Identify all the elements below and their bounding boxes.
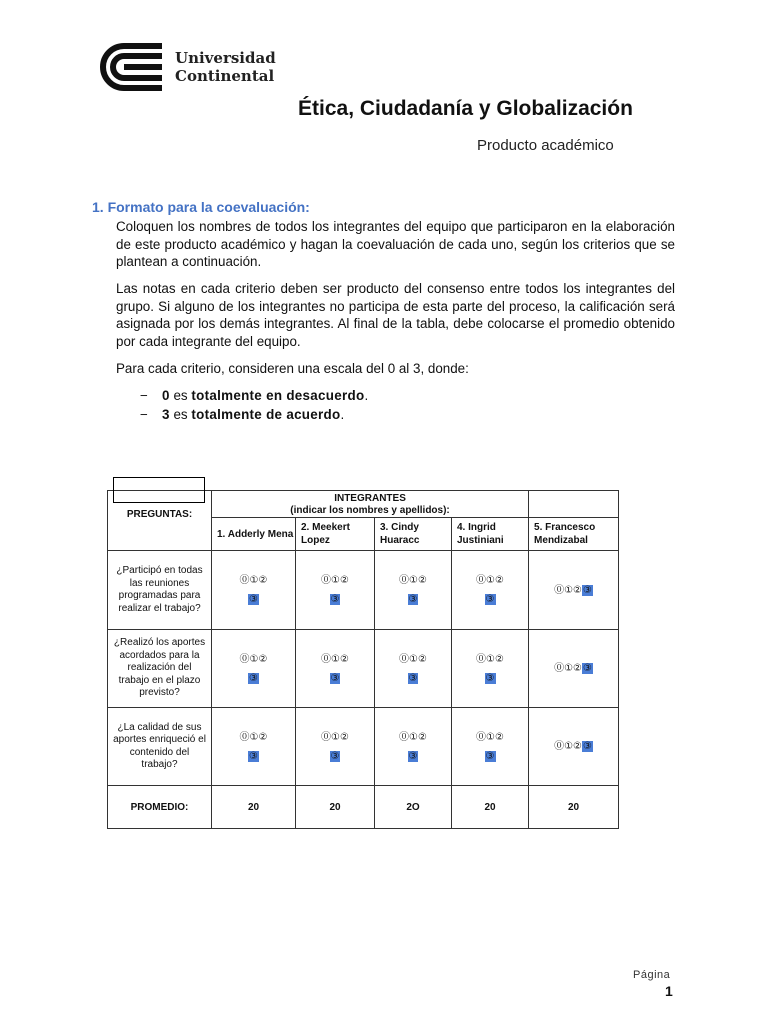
question-row (108, 708, 619, 786)
rating-selected[interactable]: ③ (408, 594, 418, 605)
bullet-dash: − (140, 407, 148, 422)
bullet-dash: − (140, 388, 148, 403)
rating-selected[interactable]: ③ (485, 672, 495, 684)
university-logo-text (175, 49, 276, 85)
rating-options[interactable]: ⓪①② (554, 584, 583, 596)
rating-scale[interactable] (375, 708, 452, 786)
question-row (108, 551, 619, 630)
promedio-value: 20 (529, 786, 619, 829)
rating-selected[interactable]: ③ (408, 672, 418, 684)
rating-options[interactable]: ⓪①② (239, 575, 268, 586)
member-name: 1. Adderly Mena (212, 518, 296, 551)
rating-scale[interactable] (296, 551, 375, 630)
scale-number: 3 (162, 407, 170, 422)
rating-scale[interactable] (212, 551, 296, 630)
preguntas-label: PREGUNTAS: (126, 509, 193, 520)
question-row (108, 630, 619, 708)
promedio-label: PROMEDIO: (108, 786, 212, 829)
rating-scale[interactable] (452, 551, 529, 630)
rating-options[interactable]: ⓪①② (476, 575, 504, 586)
rating-selected[interactable]: ③ (583, 663, 592, 674)
rating-scale[interactable] (452, 630, 529, 708)
question-text: ¿Realizó los aportes acordados para la realización del trabajo en el plazo previsto? (108, 630, 212, 708)
integrantes-subtitle: (indicar los nombres y apellidos): (290, 504, 450, 516)
promedio-row (108, 786, 619, 829)
course-title: Ética, Ciudadanía y Globalización (298, 97, 633, 120)
university-logo (100, 43, 300, 93)
scale-meaning: totalmente de acuerdo (191, 407, 341, 422)
rating-selected[interactable]: ③ (249, 672, 258, 684)
page-number: 1 (665, 983, 673, 999)
rating-scale[interactable] (529, 551, 619, 630)
rating-selected[interactable]: ③ (583, 741, 592, 752)
rating-scale[interactable] (529, 630, 619, 708)
rating-selected[interactable]: ③ (485, 750, 495, 762)
scale-legend-item (140, 405, 368, 424)
rating-options[interactable]: ⓪①② (476, 731, 504, 743)
rating-selected[interactable]: ③ (249, 750, 258, 762)
member-name: 3. Cindy Huaracc (375, 518, 452, 551)
rating-options[interactable]: ⓪①② (321, 575, 349, 586)
scale-legend-item (140, 386, 368, 405)
rating-options[interactable]: ⓪①② (554, 663, 583, 674)
section-title: 1. Formato para la coevaluación: (92, 199, 310, 215)
rating-selected[interactable]: ③ (249, 594, 258, 605)
rating-options[interactable]: ⓪①② (321, 653, 349, 665)
promedio-value: 2O (375, 786, 452, 829)
rating-selected[interactable]: ③ (330, 672, 340, 684)
rating-selected[interactable]: ③ (485, 594, 495, 605)
document-subtitle: Producto académico (477, 137, 614, 154)
page-label: Página (633, 969, 671, 981)
rating-selected[interactable]: ③ (408, 750, 418, 762)
empty-header-cell (529, 491, 619, 518)
scale-legend (140, 386, 368, 424)
rating-scale[interactable] (296, 708, 375, 786)
rating-scale[interactable] (375, 630, 452, 708)
integrantes-title: INTEGRANTES (334, 492, 406, 504)
rating-scale[interactable] (212, 630, 296, 708)
rating-options[interactable]: ⓪①② (239, 731, 268, 743)
rating-options[interactable]: ⓪①② (321, 731, 349, 743)
member-name: 2. Meekert Lopez (296, 518, 375, 551)
rating-scale[interactable] (529, 708, 619, 786)
preguntas-header-cell (108, 491, 212, 551)
logo-line-2: Continental (175, 67, 275, 85)
promedio-value: 20 (296, 786, 375, 829)
scale-number: 0 (162, 388, 170, 403)
scale-end: . (364, 388, 369, 403)
instructions-paragraph-1: Coloquen los nombres de todos los integrantes del equipo que participaron en la elaboración de este producto académico y hagan la coevaluación de cada uno, según los criterios que se plantean a continuación. (116, 219, 675, 270)
logo-line-1: Universidad (175, 49, 276, 67)
scale-connector: es (169, 407, 192, 422)
question-text: ¿Participó en todas las reuniones programadas para realizar el trabajo? (108, 551, 212, 630)
rating-options[interactable]: ⓪①② (239, 653, 268, 665)
peer-evaluation-table (107, 490, 619, 829)
instructions-paragraph-3: Para cada criterio, consideren una escala del 0 al 3, donde: (116, 361, 469, 376)
scale-end: . (340, 407, 345, 422)
rating-selected[interactable]: ③ (330, 750, 340, 762)
rating-selected[interactable]: ③ (330, 594, 340, 605)
scale-meaning: totalmente en desacuerdo (191, 388, 365, 403)
promedio-value: 20 (452, 786, 529, 829)
scale-connector: es (169, 388, 192, 403)
rating-scale[interactable] (375, 551, 452, 630)
university-logo-icon (100, 43, 166, 91)
rating-options[interactable]: ⓪①② (476, 653, 504, 665)
rating-scale[interactable] (296, 630, 375, 708)
member-name: 5. Francesco Mendizabal (529, 518, 619, 551)
member-name: 4. Ingrid Justiniani (452, 518, 529, 551)
rating-options[interactable]: ⓪①② (399, 653, 427, 665)
integrantes-header (212, 491, 529, 518)
question-text: ¿La calidad de sus aportes enriqueció el contenido del trabajo? (108, 708, 212, 786)
rating-scale[interactable] (212, 708, 296, 786)
rating-options[interactable]: ⓪①② (399, 575, 427, 586)
promedio-value: 20 (212, 786, 296, 829)
rating-options[interactable]: ⓪①② (399, 731, 427, 743)
rating-scale[interactable] (452, 708, 529, 786)
rating-options[interactable]: ⓪①② (554, 741, 583, 752)
rating-selected[interactable]: ③ (583, 584, 592, 596)
blank-box (113, 477, 205, 503)
instructions-paragraph-2: Las notas en cada criterio deben ser producto del consenso entre todos los integrantes del grupo. Si alguno de los integrantes no participa de esta parte del proceso, la calificación será asignada por los demás integrantes. Al final de la tabla, debe colocarse el promedio obtenido por cada integrante del equipo. (116, 281, 675, 349)
